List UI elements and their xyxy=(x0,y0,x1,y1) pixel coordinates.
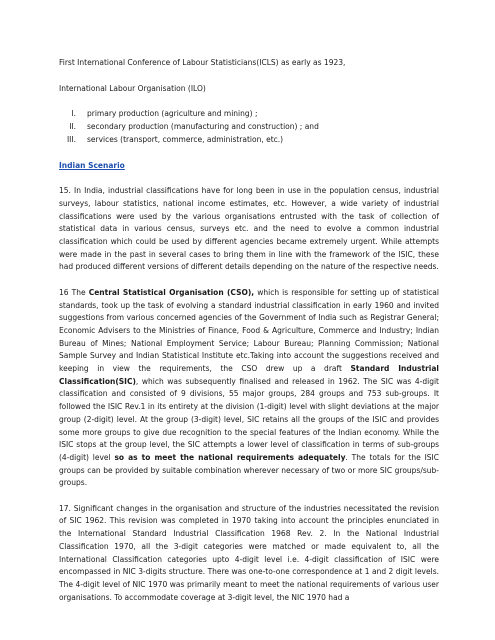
requirements-bold: so as to meet the national requirements adequately xyxy=(114,452,346,462)
paragraph-16 xyxy=(59,287,439,490)
list-text: secondary production (manufacturing and construction) ; and xyxy=(87,122,319,132)
section-heading-link[interactable]: Indian Scenario xyxy=(59,160,125,170)
list-number: II. xyxy=(69,122,76,132)
sic-bold: Standard Industrial Classification(SIC) xyxy=(59,364,439,386)
paragraph-16-text: , which was subsequently finalised and released in 1962. The SIC was 4-digit classification and consisted of 9 divisions, 55 major groups, 284 groups and 753 sub-groups. It followed the ISIC Rev.1 in its entirety at the division (1-digit) level with slight deviations at the major group (2-digit) level. At the group (3-digit) level, SIC retains all the groups of the ISIC and provides some more groups to give due recognition to the special features of the Indian economy. While the ISIC stops at the group level, the SIC attempts a lower level of classification in terms of sub-groups (4-digit) level xyxy=(59,376,439,462)
paragraph-15: 15. In India, industrial classifications have for long been in use in the population census, industrial surveys, labour statistics, national income estimates, etc. However, a wide variety of industrial classifications were used by the various organisations entrusted with the task of collection of statistical data in various census, surveys etc. and the need to evolve a common industrial classification which could be used by different agencies became extremely urgent. While attempts were made in the past in several cases to bring them in line with the framework of the ISIC, these had produced different versions of different details depending on the nature of the respective needs. xyxy=(59,186,439,272)
sector-list xyxy=(59,108,439,146)
intro-line-icls: First International Conference of Labour Statisticians(ICLS) as early as 1923, xyxy=(59,58,346,67)
list-text: services (transport, commerce, administration, etc.) xyxy=(87,134,284,144)
list-text: primary production (agriculture and mining) ; xyxy=(87,109,258,119)
paragraph-16-text: 16 The xyxy=(59,287,89,297)
intro-line-ilo: International Labour Organisation (ILO) xyxy=(59,83,206,93)
list-number: I. xyxy=(71,109,76,119)
list-item xyxy=(59,134,439,147)
paragraph-17: 17. Significant changes in the organisation and structure of the industries necessitated the revision of SIC 1962. This revision was completed in 1970 taking into account the principles enunciated in the International Standard Industrial Classification 1968 Rev. 2. In the National Industrial Classification 1970, all the 3-digit categories were matched or made equivalent to, all the International Classification categories upto 4-digit level i.e. 4-digit classification of ISIC were encompassed in NIC 3-digits structure. There was one-to-one correspondence at 1 and 2 digit levels. The 4-digit level of NIC 1970 was primarily meant to meet the national requirements of various user organisations. To accommodate coverage at 3-digit level, the NIC 1970 had a xyxy=(59,503,439,602)
list-item xyxy=(59,108,439,121)
cso-bold: Central Statistical Organisation (CSO), xyxy=(88,287,255,297)
paragraph-16-text: which is responsible for setting up of statistical standards, took up the task of evolving a standard industrial classification in early 1960 and invited suggestions from various concerned agencies of the Government of India such as Registrar General; Economic Advisers to the Ministries of Finance, Food & Agriculture, Commerce and Industry; Indian Bureau of Mines; National Employment Service; Labour Bureau; Planning Commission; National Sample Survey and Indian Statistical Institute etc.Taking into account the suggestions received and keeping in view the requirements, the CSO drew up a draft xyxy=(59,287,439,374)
list-number: III. xyxy=(66,134,76,144)
list-item xyxy=(59,121,439,134)
paragraph-16-text: . The totals for the ISIC groups can be provided by suitable combination wherever necessary of two or more SIC groups/sub-groups. xyxy=(59,452,439,488)
